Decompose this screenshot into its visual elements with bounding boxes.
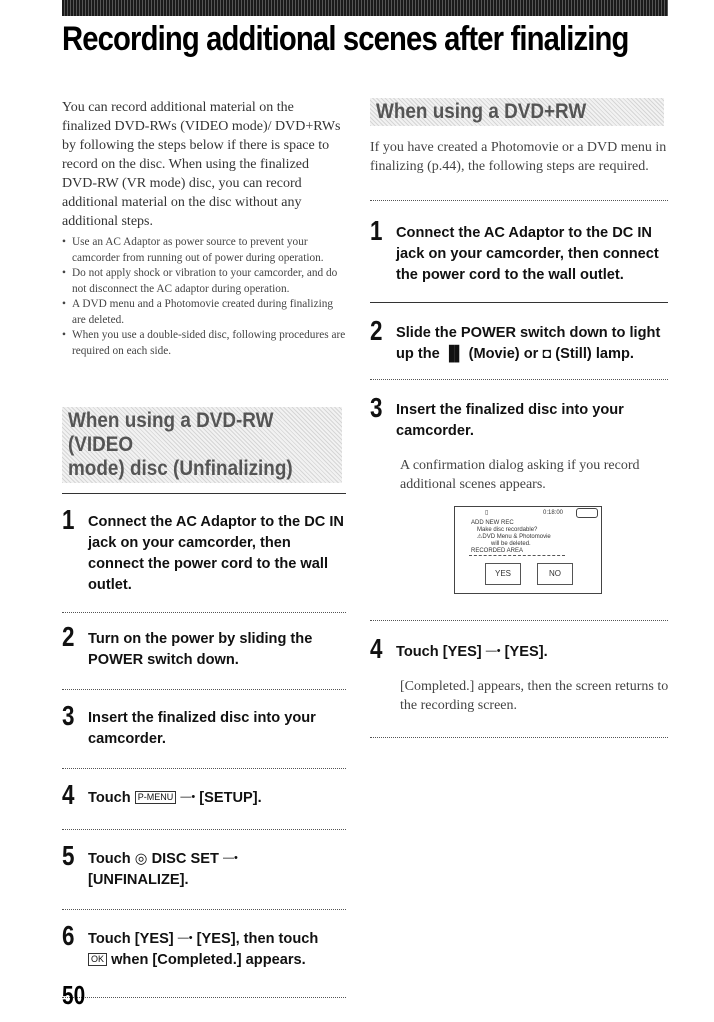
step-number: 4: [370, 633, 383, 664]
divider: [370, 379, 668, 380]
step-number: 3: [62, 700, 75, 731]
step-4: [370, 633, 668, 664]
step-2: [62, 621, 346, 671]
list-item: • Do not apply shock or vibration to your camcorder, and do not disconnect the AC adaptor during operation.: [62, 266, 346, 297]
recorded-area-bar: [469, 555, 565, 556]
no-button[interactable]: NO: [537, 563, 573, 585]
step-text: Touch: [88, 790, 131, 806]
ok-icon: OK: [88, 953, 107, 966]
step-number: 2: [370, 315, 383, 346]
divider: [370, 200, 668, 201]
step-text: [YES].: [504, 644, 548, 660]
divider: [62, 612, 346, 613]
step-number: 5: [62, 840, 75, 871]
step-text: Slide the POWER switch down to light up the: [396, 325, 661, 362]
step-text: Touch [YES]: [88, 931, 174, 947]
dialog-text: RECORDED AREA: [471, 548, 524, 554]
step-text: Touch [YES]: [396, 644, 482, 660]
dialog-text: will be deleted.: [491, 541, 531, 547]
arrow-right-icon: —•: [180, 791, 196, 803]
step-3: [62, 700, 346, 750]
arrow-right-icon: —•: [177, 932, 193, 944]
divider: [370, 737, 668, 738]
step-text: (Still) lamp.: [555, 346, 634, 362]
heading-line: When using a DVD-RW (VIDEO: [68, 409, 274, 456]
p-menu-icon: P-MENU: [135, 791, 177, 804]
page-title: Recording additional scenes after finalizing: [62, 20, 629, 58]
heading-line: mode) disc (Unfinalizing): [68, 457, 293, 480]
list-item: • Use an AC Adaptor as power source to prevent your camcorder from running out of power during operation.: [62, 235, 346, 266]
caution-list: [62, 235, 346, 359]
divider: [62, 997, 346, 998]
step-5: [62, 840, 346, 891]
dialog-text: DVD Menu & Photomovie: [482, 534, 551, 540]
step-text: Connect the AC Adaptor to the DC IN jack on your camcorder, then connect the power cord to the wall outlet.: [396, 225, 659, 283]
divider: [370, 302, 668, 303]
confirmation-dialog-screen: [454, 506, 602, 594]
step-1: [62, 504, 346, 596]
battery-icon: [576, 508, 598, 518]
section-intro: If you have created a Photomovie or a DVD menu in finalizing (p.44), the following steps are required.: [370, 140, 667, 174]
dialog-title: ADD NEW REC: [471, 520, 514, 526]
step-text: Touch: [88, 851, 131, 867]
yes-button[interactable]: YES: [485, 563, 521, 585]
divider: [62, 829, 346, 830]
step-number: 3: [370, 392, 383, 423]
right-column: [370, 98, 668, 738]
step-2: [370, 315, 668, 365]
heading-line: When using a DVD+RW: [376, 100, 587, 123]
still-icon: ◘: [542, 346, 552, 362]
list-item: • When you use a double-sided disc, following procedures are required on each side.: [62, 328, 346, 359]
step-text: when [Completed.] appears.: [111, 952, 306, 968]
top-decorative-bar: [62, 0, 668, 16]
step-number: 1: [370, 215, 383, 246]
step-text: Insert the finalized disc into your camcorder.: [88, 710, 316, 747]
divider: [62, 493, 346, 494]
step-text: [YES], then touch: [196, 931, 319, 947]
time-counter: 0:18:00: [543, 510, 564, 516]
left-column: [62, 98, 346, 998]
step-6: [62, 920, 346, 971]
tape-icon: ▯: [485, 510, 489, 516]
step-text: Insert the finalized disc into your camcorder.: [396, 402, 624, 439]
section-heading-dvd-rw: [62, 407, 342, 483]
step-1: [370, 215, 668, 286]
step-text: [UNFINALIZE].: [88, 872, 189, 888]
divider: [62, 768, 346, 769]
step-text: [SETUP].: [199, 790, 262, 806]
dialog-text: Make disc recordable?: [477, 527, 538, 533]
page-number: 50: [62, 980, 86, 1010]
step-number: 6: [62, 920, 75, 951]
divider: [62, 909, 346, 910]
step-note: A confirmation dialog asking if you record additional scenes appears.: [400, 458, 640, 492]
movie-icon: ▐▌: [443, 346, 465, 362]
step-note: [Completed.] appears, then the screen returns to the recording screen.: [400, 679, 669, 713]
intro-text: You can record additional material on the finalized DVD-RWs (VIDEO mode)/ DVD+RWs by following the steps below if there is space to record on the disc. When using the finalized DVD-RW (VR mode) disc, you can record additional material on the disc without any additional steps.: [62, 100, 341, 229]
divider: [62, 689, 346, 690]
step-text: DISC SET: [151, 851, 219, 867]
list-item: • A DVD menu and a Photomovie created during finalizing are deleted.: [62, 297, 346, 328]
step-text: Turn on the power by sliding the POWER switch down.: [88, 631, 313, 668]
arrow-right-icon: —•: [222, 852, 238, 864]
arrow-right-icon: —•: [485, 645, 501, 657]
step-3: [370, 392, 668, 442]
step-4: [62, 779, 346, 810]
step-text: Connect the AC Adaptor to the DC IN jack on your camcorder, then connect the power cord to the wall outlet.: [88, 514, 344, 593]
step-text: (Movie) or: [468, 346, 539, 362]
step-number: 1: [62, 504, 75, 535]
step-number: 2: [62, 621, 75, 652]
disc-set-icon: ◎: [134, 851, 148, 867]
step-number: 4: [62, 779, 75, 810]
divider: [370, 620, 668, 621]
dialog-illustration-wrap: [370, 504, 668, 604]
dialog-text: ⚠DVD Menu & Photomovie: [477, 534, 551, 540]
section-heading-dvd-plus-rw: [370, 98, 664, 126]
